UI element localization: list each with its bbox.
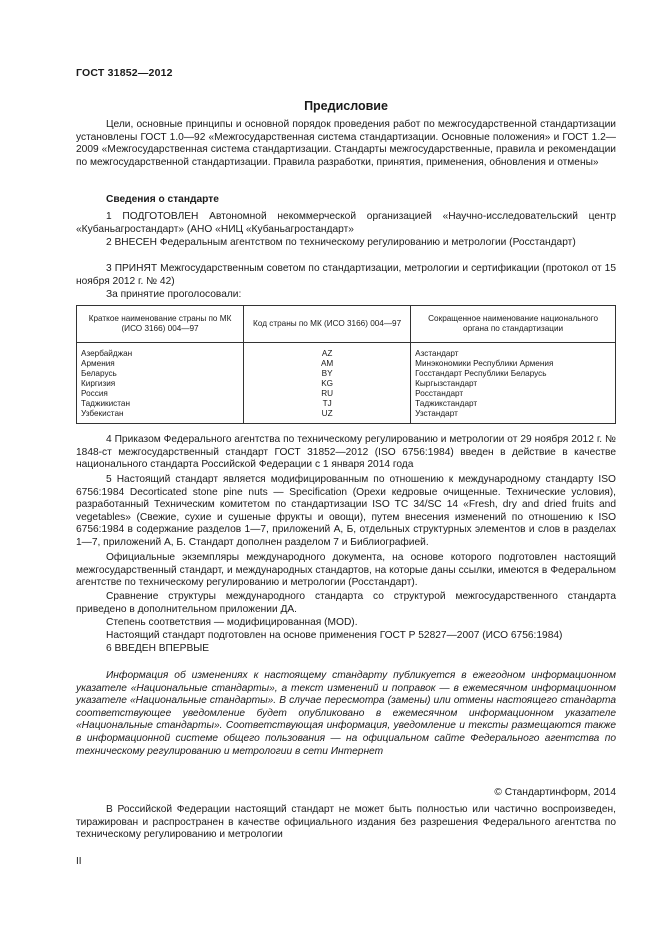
voted-label: За принятие проголосовали: [106, 289, 242, 300]
item-4: 4 Приказом Федерального агентства по техническому регулированию и метрологии от 29 ноября 2012 г. № 1848-ст межгосударственный стандарт ГОСТ 31852—2012 (ISO 6756:1984) введен в действие в качестве национального стандарта Российской Федерации с 1 января 2014 года [76, 434, 616, 471]
country-cell: Россия [81, 389, 108, 398]
country-cell: Армения [81, 359, 115, 368]
body-cell: Росстандарт [411, 389, 616, 399]
code-cell: AM [244, 359, 411, 369]
item-2: 2 ВНЕСЕН Федеральным агентством по техническому регулированию и метрологии (Росстандарт) [106, 237, 576, 248]
copyright: © Стандартинформ, 2014 [494, 787, 616, 798]
table-row [77, 379, 616, 389]
item-5-degree: Степень соответствия — модифицированная (MOD). [106, 617, 358, 628]
code-cell: AZ [244, 343, 411, 360]
page-number: II [76, 856, 82, 867]
item-5-comparison: Сравнение структуры международного стандарта со структурой межгосударственного стандарта приведено в дополнительном приложении ДА. [76, 591, 616, 615]
body-cell: Узстандарт [411, 409, 616, 424]
col-header-body: Сокращенное наименование национального органа по стандартизации [411, 306, 616, 343]
body-cell: Азстандарт [411, 343, 616, 360]
voting-table [76, 305, 616, 424]
changes-notice: Информация об изменениях к настоящему стандарту публикуется в ежегодном информационном указателе «Национальные стандарты», а текст изменений и поправок — в ежемесячном информационном указателе «Национальные стандарты». В случае пересмотра (замены) или отмены настоящего стандарта соответствующее уведомление будет опубликовано в ежемесячном информационном указателе «Национальные стандарты». Соответствующая информация, уведомление и тексты размещаются также в информационной системе общего пользования — на официальном сайте Федерального агентства по техническому регулированию и метрологии в сети Интернет [76, 670, 616, 757]
reproduction-rights: В Российской Федерации настоящий стандарт не может быть полностью или частично воспроизведен, тиражирован и распространен в качестве официального издания без разрешения Федерального агентства по техническому регулированию и метрологии [76, 804, 616, 841]
code-cell: KG [244, 379, 411, 389]
page-title: Предисловие [304, 99, 388, 113]
document-page [76, 0, 616, 936]
country-cell: Узбекистан [81, 409, 124, 418]
table-row [77, 389, 616, 399]
table-row [77, 409, 616, 424]
item-5-official-copies: Официальные экземпляры международного документа, на основе которого подготовлен настоящий межгосударственный стандарт, и международных стандартов, на которые даны ссылки, имеются в Федеральном агентстве по техническому регулированию и метрологии (Росстандарт). [76, 552, 616, 589]
country-cell: Киргизия [81, 379, 116, 388]
col-header-code: Код страны по МК (ИСО 3166) 004—97 [244, 306, 411, 343]
item-5: 5 Настоящий стандарт является модифицированным по отношению к международному стандарту ISO 6756:1984 Decorticated stone pine nuts — Specification (Орехи кедровые очищенные. Технические условия), разработанный Техническим комитетом по стандартизации ISO TC 34/SC 14 «Fresh, dry and dried fruits and vegetables» (Свежие, сухие и сушеные фрукты и овощи), путем внесения изменений по отношению к ISO 6756:1984 в содержание разделов 1—7, приложений А, Б, отдельных структурных элементов и слов в разделах 1—7, приложений А, Б. Стандарт дополнен разделом 7 и Библиографией. [76, 474, 616, 548]
intro-paragraph: Цели, основные принципы и основной порядок проведения работ по межгосударственной стандартизации установлены ГОСТ 1.0—92 «Межгосударственная система стандартизации. Основные положения» и ГОСТ 1.2—2009 «Межгосударственная система стандартизации. Стандарты межгосударственные, правила и рекомендации по межгосударственной стандартизации. Правила разработки, принятия, применения, обновления и отмены» [76, 119, 616, 168]
table-header-row [77, 306, 616, 343]
body-cell: Кыргызстандарт [411, 379, 616, 389]
item-6: 6 ВВЕДЕН ВПЕРВЫЕ [106, 643, 210, 654]
body-cell: Минэкономики Республики Армения [411, 359, 616, 369]
table-row [77, 369, 616, 379]
body-cell: Таджикстандарт [411, 399, 616, 409]
country-cell: Азербайджан [81, 349, 133, 358]
table-row [77, 399, 616, 409]
country-cell: Таджикистан [81, 399, 130, 408]
item-5-basis: Настоящий стандарт подготовлен на основе применения ГОСТ Р 52827—2007 (ИСО 6756:1984) [106, 630, 563, 641]
code-cell: BY [244, 369, 411, 379]
item-3: 3 ПРИНЯТ Межгосударственным советом по стандартизации, метрологии и сертификации (протокол от 15 ноября 2012 г. № 42) [76, 263, 616, 287]
country-cell: Беларусь [81, 369, 117, 378]
code-cell: TJ [244, 399, 411, 409]
item-1: 1 ПОДГОТОВЛЕН Автономной некоммерческой организацией «Научно-исследовательский центр «Кубаньагростандарт» (АНО «НИЦ «Кубаньагростандарт» [76, 211, 616, 235]
table-row [77, 359, 616, 369]
body-cell: Госстандарт Республики Беларусь [411, 369, 616, 379]
col-header-country: Краткое наименование страны по МК (ИСО 3166) 004—97 [77, 306, 244, 343]
standard-code-header: ГОСТ 31852—2012 [76, 67, 173, 79]
info-heading: Сведения о стандарте [106, 194, 219, 205]
code-cell: RU [244, 389, 411, 399]
code-cell: UZ [244, 409, 411, 424]
table-row [77, 343, 616, 360]
